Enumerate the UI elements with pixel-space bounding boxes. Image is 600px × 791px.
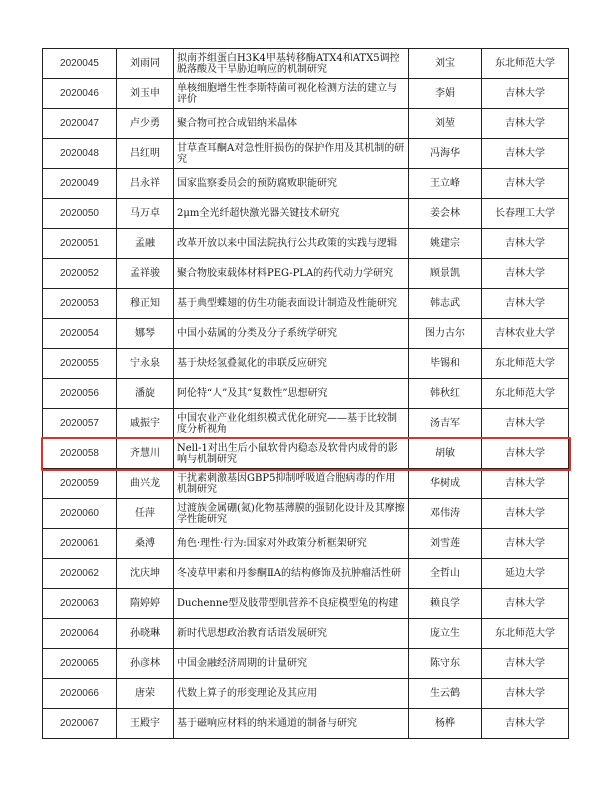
row-id: 2020048 xyxy=(43,139,117,169)
row-title: 聚合物胶束载体材料PEG-PLA的药代动力学研究 xyxy=(174,259,409,289)
dissertation-table xyxy=(42,48,569,739)
row-supervisor: 顾景凯 xyxy=(409,259,482,289)
row-supervisor: 华树成 xyxy=(409,469,482,499)
row-id: 2020051 xyxy=(43,229,117,259)
row-title: Nell-1对出生后小鼠软骨内稳态及软骨内成骨的影响与机制研究 xyxy=(174,439,409,469)
row-supervisor: 杨桦 xyxy=(409,709,482,739)
row-id: 2020055 xyxy=(43,349,117,379)
table-row xyxy=(43,499,569,529)
row-title: 干扰素刺激基因GBP5抑制呼吸道合胞病毒的作用机制研究 xyxy=(174,469,409,499)
row-university: 吉林大学 xyxy=(482,289,569,319)
row-title: 新时代思想政治教育话语发展研究 xyxy=(174,619,409,649)
row-supervisor: 韩志武 xyxy=(409,289,482,319)
row-name: 宁永泉 xyxy=(117,349,174,379)
row-supervisor: 图力古尔 xyxy=(409,319,482,349)
row-name: 齐慧川 xyxy=(117,439,174,469)
row-name: 马万卓 xyxy=(117,199,174,229)
row-supervisor: 陈守东 xyxy=(409,649,482,679)
row-title: 聚合物可控合成铝纳米晶体 xyxy=(174,109,409,139)
table-row xyxy=(43,49,569,79)
row-university: 吉林大学 xyxy=(482,649,569,679)
row-university: 吉林农业大学 xyxy=(482,319,569,349)
row-university: 吉林大学 xyxy=(482,259,569,289)
table-row xyxy=(43,409,569,439)
table-row xyxy=(43,139,569,169)
row-title: 冬凌草甲素和丹参酮ⅡA的结构修饰及抗肿瘤活性研 xyxy=(174,559,409,589)
row-supervisor: 姚建宗 xyxy=(409,229,482,259)
row-id: 2020045 xyxy=(43,49,117,79)
row-title: 中国小菇属的分类及分子系统学研究 xyxy=(174,319,409,349)
row-title: 2μm全光纤超快激光器关键技术研究 xyxy=(174,199,409,229)
row-title: 中国农业产业化组织模式优化研究——基于比较制度分析视角 xyxy=(174,409,409,439)
table-row xyxy=(43,349,569,379)
row-supervisor: 刘堃 xyxy=(409,109,482,139)
row-id: 2020061 xyxy=(43,529,117,559)
table-row xyxy=(43,439,569,469)
row-university: 吉林大学 xyxy=(482,529,569,559)
row-name: 刘玉申 xyxy=(117,79,174,109)
row-title: 中国金融经济周期的计量研究 xyxy=(174,649,409,679)
row-id: 2020064 xyxy=(43,619,117,649)
row-id: 2020056 xyxy=(43,379,117,409)
row-university: 吉林大学 xyxy=(482,499,569,529)
row-university: 吉林大学 xyxy=(482,469,569,499)
row-supervisor: 邓伟涛 xyxy=(409,499,482,529)
table-row xyxy=(43,79,569,109)
row-university: 吉林大学 xyxy=(482,589,569,619)
row-id: 2020057 xyxy=(43,409,117,439)
row-id: 2020053 xyxy=(43,289,117,319)
row-supervisor: 王立峰 xyxy=(409,169,482,199)
row-name: 吕永祥 xyxy=(117,169,174,199)
table-row xyxy=(43,379,569,409)
table-row xyxy=(43,199,569,229)
row-id: 2020062 xyxy=(43,559,117,589)
row-title: Duchenne型及肢带型肌营养不良症模型兔的构建 xyxy=(174,589,409,619)
table-row xyxy=(43,679,569,709)
row-university: 吉林大学 xyxy=(482,79,569,109)
row-name: 沈庆坤 xyxy=(117,559,174,589)
row-name: 任萍 xyxy=(117,499,174,529)
table-row xyxy=(43,559,569,589)
row-university: 长春理工大学 xyxy=(482,199,569,229)
row-supervisor: 赖良学 xyxy=(409,589,482,619)
row-title: 角色·理性·行为:国家对外政策分析框架研究 xyxy=(174,529,409,559)
row-id: 2020060 xyxy=(43,499,117,529)
row-name: 曲兴龙 xyxy=(117,469,174,499)
row-university: 吉林大学 xyxy=(482,409,569,439)
table-body xyxy=(43,49,569,739)
row-id: 2020058 xyxy=(43,439,117,469)
row-id: 2020067 xyxy=(43,709,117,739)
row-id: 2020052 xyxy=(43,259,117,289)
row-university: 吉林大学 xyxy=(482,229,569,259)
row-name: 王殿宇 xyxy=(117,709,174,739)
row-name: 桑溥 xyxy=(117,529,174,559)
row-university: 吉林大学 xyxy=(482,439,569,469)
table-row xyxy=(43,589,569,619)
row-title: 甘草查耳酮A对急性肝损伤的保护作用及其机制的研究 xyxy=(174,139,409,169)
row-university: 吉林大学 xyxy=(482,139,569,169)
row-name: 刘雨同 xyxy=(117,49,174,79)
row-name: 孟祥骏 xyxy=(117,259,174,289)
row-id: 2020054 xyxy=(43,319,117,349)
row-id: 2020066 xyxy=(43,679,117,709)
row-title: 基于炔烃氢叠氮化的串联反应研究 xyxy=(174,349,409,379)
row-title: 拟南芥组蛋白H3K4甲基转移酶ATX4和ATX5调控脱落酸及干旱胁迫响应的机制研究 xyxy=(174,49,409,79)
table-row xyxy=(43,289,569,319)
row-university: 东北师范大学 xyxy=(482,349,569,379)
row-supervisor: 李娟 xyxy=(409,79,482,109)
row-supervisor: 刘宝 xyxy=(409,49,482,79)
row-university: 吉林大学 xyxy=(482,109,569,139)
row-name: 吕红明 xyxy=(117,139,174,169)
row-title: 阿伦特“人”及其“复数性”思想研究 xyxy=(174,379,409,409)
row-id: 2020047 xyxy=(43,109,117,139)
row-supervisor: 胡敏 xyxy=(409,439,482,469)
row-title: 基于典型蝶翅的仿生功能表面设计制造及性能研究 xyxy=(174,289,409,319)
row-supervisor: 韩秋红 xyxy=(409,379,482,409)
row-id: 2020046 xyxy=(43,79,117,109)
table-row xyxy=(43,649,569,679)
row-name: 孟融 xyxy=(117,229,174,259)
row-title: 国家监察委员会的预防腐败职能研究 xyxy=(174,169,409,199)
row-supervisor: 刘雪莲 xyxy=(409,529,482,559)
row-supervisor: 毕锡和 xyxy=(409,349,482,379)
row-university: 东北师范大学 xyxy=(482,49,569,79)
row-title: 单核细胞增生性李斯特菌可视化检测方法的建立与评价 xyxy=(174,79,409,109)
row-university: 吉林大学 xyxy=(482,709,569,739)
row-name: 潘旋 xyxy=(117,379,174,409)
table-row xyxy=(43,109,569,139)
row-id: 2020059 xyxy=(43,469,117,499)
table-row xyxy=(43,529,569,559)
row-name: 穆正知 xyxy=(117,289,174,319)
table-row xyxy=(43,169,569,199)
row-name: 隋婷婷 xyxy=(117,589,174,619)
row-id: 2020050 xyxy=(43,199,117,229)
row-name: 娜琴 xyxy=(117,319,174,349)
row-title: 基于磁响应材料的纳米通道的制备与研究 xyxy=(174,709,409,739)
table-row xyxy=(43,229,569,259)
row-supervisor: 生云鹤 xyxy=(409,679,482,709)
row-title: 改革开放以来中国法院执行公共政策的实践与逻辑 xyxy=(174,229,409,259)
table-row xyxy=(43,619,569,649)
row-name: 戚振宇 xyxy=(117,409,174,439)
table-row xyxy=(43,259,569,289)
row-id: 2020065 xyxy=(43,649,117,679)
row-university: 吉林大学 xyxy=(482,679,569,709)
row-title: 代数上算子的形变理论及其应用 xyxy=(174,679,409,709)
row-supervisor: 汤吉军 xyxy=(409,409,482,439)
table-row xyxy=(43,319,569,349)
table-row xyxy=(43,709,569,739)
table-row xyxy=(43,469,569,499)
row-id: 2020049 xyxy=(43,169,117,199)
row-university: 东北师范大学 xyxy=(482,619,569,649)
row-title: 过渡族金属硼(氮)化物基薄膜的强韧化设计及其摩擦学性能研究 xyxy=(174,499,409,529)
row-university: 东北师范大学 xyxy=(482,379,569,409)
row-name: 孙晓琳 xyxy=(117,619,174,649)
row-university: 吉林大学 xyxy=(482,169,569,199)
row-supervisor: 冯海华 xyxy=(409,139,482,169)
row-name: 孙彦林 xyxy=(117,649,174,679)
row-supervisor: 姜会林 xyxy=(409,199,482,229)
row-supervisor: 全哲山 xyxy=(409,559,482,589)
row-id: 2020063 xyxy=(43,589,117,619)
row-name: 唐荣 xyxy=(117,679,174,709)
row-supervisor: 庞立生 xyxy=(409,619,482,649)
row-name: 卢少勇 xyxy=(117,109,174,139)
row-university: 延边大学 xyxy=(482,559,569,589)
